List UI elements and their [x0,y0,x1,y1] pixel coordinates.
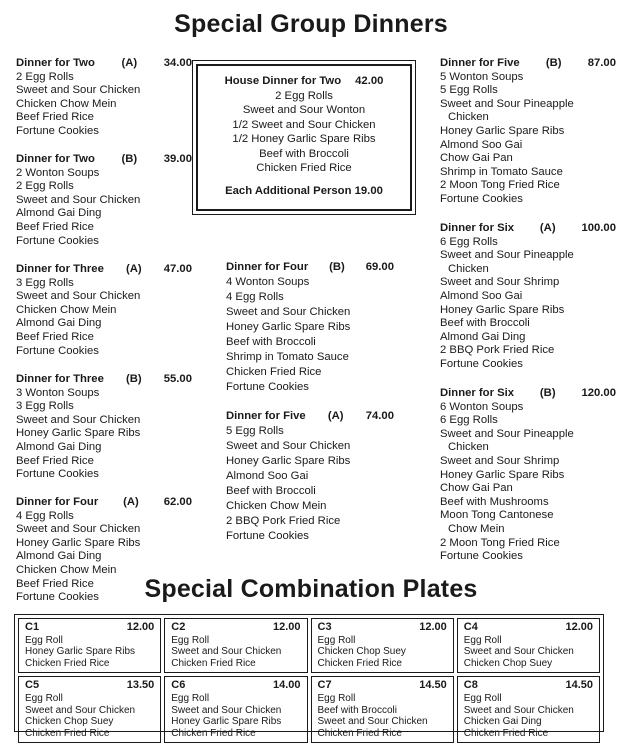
combo-item: Sweet and Sour Chicken [463,646,574,658]
dinner-item: Almond Gai Ding [16,207,102,220]
dinner-item: Sweet and Sour Pineapple [440,249,574,262]
dinner-item: Beef with Mushrooms [440,495,549,508]
dinner-price: 74.00 [365,410,394,422]
dinner-item: Chicken [448,441,489,454]
house-dinner-box [196,64,412,211]
combo-item: Chicken Fried Rice [171,727,256,739]
dinner-item: Honey Garlic Spare Ribs [440,124,565,137]
dinner-variant: (A) [125,263,142,275]
dinner-name: Dinner for Three [16,263,104,275]
dinner-item: Fortune Cookies [226,530,309,542]
dinner-item: Chicken Fried Rice [226,366,322,378]
combo-price: 12.00 [565,621,593,633]
dinner-variant: (B) [121,153,138,165]
dinner-name: Dinner for Six [440,222,515,234]
combo-price: 12.00 [126,621,155,633]
dinner-item: Almond Soo Gai [440,138,523,151]
dinner-header [16,57,192,71]
dinner-package [440,222,616,372]
combo-item: Beef with Broccoli [317,704,397,716]
dinner-item: 2 Moon Tong Fried Rice [440,179,560,192]
combo-item: Chicken Fried Rice [171,657,256,669]
dinner-item: Honey Garlic Spare Ribs [226,321,351,333]
combo-code: C4 [463,621,478,633]
dinner-item: Chicken Chow Mein [226,500,327,512]
dinner-item: Fortune Cookies [16,234,99,247]
dinner-name: Dinner for Two [16,153,95,165]
dinner-item: Sweet and Sour Shrimp [440,276,560,289]
dinner-item: Almond Soo Gai [440,289,523,302]
dinner-item: 4 Egg Rolls [16,509,74,522]
combo-plate [18,618,161,673]
combo-item: Egg Roll [171,634,210,646]
dinner-name: Dinner for Three [16,373,104,385]
dinner-name: Dinner for Five [226,410,306,422]
dinner-header [440,57,616,71]
dinner-item: 4 Wonton Soups [226,276,310,288]
dinner-item: 6 Egg Rolls [440,235,498,248]
combo-price: 12.00 [272,621,301,633]
combo-code: C2 [171,621,186,633]
dinner-variant: (B) [539,387,556,399]
dinner-header [16,373,192,387]
dinner-item: Beef Fried Rice [16,111,94,124]
combo-code: C5 [25,679,40,692]
dinner-item: Fortune Cookies [16,468,99,481]
combo-item: Chicken Fried Rice [463,727,549,739]
combo-plate [311,676,454,743]
dinner-item: Sweet and Sour Chicken [16,290,141,303]
dinner-header [440,222,616,236]
dinner-item: Sweet and Sour Pineapple [440,427,574,440]
dinner-header [16,153,192,167]
combo-code: C6 [171,679,186,692]
dinner-item: Beef Fried Rice [16,330,94,343]
combo-item: Egg Roll [25,692,63,704]
combo-plate [311,618,454,673]
dinner-price: 47.00 [163,263,192,275]
combo-price: 13.50 [126,679,155,692]
combo-price: 12.00 [419,621,447,633]
dinner-header [226,409,394,424]
dinner-item: Beef Fried Rice [16,454,94,467]
house-dinner-header [198,74,410,89]
dinner-package [16,373,192,482]
dinner-header [226,260,394,275]
dinner-item: Moon Tong Cantonese [440,509,554,522]
dinner-variant: (A) [123,496,139,508]
dinner-item: Chow Gai Pan [440,482,513,495]
dinner-item: Honey Garlic Spare Ribs [440,468,565,481]
dinner-item: Honey Garlic Spare Ribs [16,536,141,549]
combo-item: Egg Roll [25,634,63,646]
dinner-package [16,496,192,605]
dinner-header [16,496,192,510]
dinner-item: Chicken Chow Mein [16,97,117,110]
dinner-item: Beef Fried Rice [16,220,94,233]
combo-item: Chicken Fried Rice [25,727,110,739]
dinner-variant: (A) [327,410,344,422]
dinner-variant: (B) [545,57,562,69]
dinner-item: Fortune Cookies [440,192,523,205]
dinner-name: Dinner for Six [440,387,515,399]
house-dinner-name: House Dinner for Two [224,75,342,87]
dinner-variant: (A) [121,57,138,69]
dinner-item: Almond Gai Ding [440,330,526,343]
combo-item: Sweet and Sour Chicken [463,704,574,716]
dinner-price: 87.00 [587,57,616,69]
house-dinner-item: 1/2 Sweet and Sour Chicken [232,118,376,131]
dinner-item: 3 Wonton Soups [16,386,100,399]
combo-item: Egg Roll [171,692,210,704]
dinner-item: Sweet and Sour Chicken [16,84,141,97]
dinner-name: Dinner for Four [226,261,309,273]
dinner-item: Shrimp in Tomato Sauce [440,165,563,178]
combo-item: Chicken Fried Rice [317,727,402,739]
combo-item: Honey Garlic Spare Ribs [25,646,136,658]
combo-item: Egg Roll [463,634,502,646]
dinner-item: 2 Moon Tong Fried Rice [440,536,560,549]
combo-item: Chicken Fried Rice [317,657,402,669]
house-dinner-item: Chicken Fried Rice [256,162,352,174]
combo-grid [14,614,604,739]
dinner-item: 5 Egg Rolls [226,425,284,437]
combo-plate [18,676,161,743]
dinner-item: Chicken [448,111,489,124]
page-title: Special Group Dinners [174,10,448,38]
dinner-package [226,409,394,544]
dinner-item: Fortune Cookies [16,124,99,137]
dinner-item: 6 Wonton Soups [440,400,524,413]
dinner-item: 6 Egg Rolls [440,414,498,427]
combo-item: Sweet and Sour Chicken [171,646,282,658]
dinner-item: Almond Gai Ding [16,440,102,453]
dinner-price: 120.00 [581,387,616,399]
house-dinner-item: 2 Egg Rolls [275,89,333,102]
combo-item: Sweet and Sour Chicken [317,716,428,728]
dinner-price: 62.00 [163,496,192,508]
dinner-item: 3 Egg Rolls [16,276,74,289]
dinner-package [440,57,616,207]
combo-price: 14.00 [272,679,301,692]
combo-header [318,622,447,634]
combo-item: Chicken Gai Ding [463,716,542,728]
combo-header [464,622,593,634]
combo-header [171,680,300,692]
combo-item: Chicken Chop Suey [25,716,114,728]
dinner-item: Chicken [448,262,489,275]
combo-header [25,680,154,692]
combo-section-title: Special Combination Plates [144,575,478,603]
combo-item: Egg Roll [317,692,356,704]
combo-plate [457,618,600,673]
dinner-item: 5 Wonton Soups [440,70,524,83]
dinner-item: Chicken Chow Mein [16,563,117,576]
combo-header [25,622,154,634]
dinner-item: Chow Mein [448,522,505,535]
dinner-item: Almond Gai Ding [16,317,102,330]
dinner-item: 4 Egg Rolls [226,291,284,303]
dinner-item: Honey Garlic Spare Ribs [226,455,351,467]
combo-price: 14.50 [419,679,447,692]
dinner-item: Chicken Chow Mein [16,303,117,316]
dinner-item: Fortune Cookies [440,550,523,563]
dinner-item: Sweet and Sour Chicken [16,413,141,426]
dinner-price: 100.00 [581,222,616,234]
combo-item: Egg Roll [317,634,356,646]
dinner-variant: (B) [125,373,142,385]
combo-item: Sweet and Sour Chicken [25,704,136,716]
dinner-item: Beef with Broccoli [226,336,316,348]
additional-person-price: Each Additional Person 19.00 [225,184,383,197]
house-dinner-price: 42.00 [355,75,384,87]
dinner-item: Fortune Cookies [16,344,99,357]
combo-code: C7 [317,679,332,692]
dinner-header [16,263,192,277]
dinner-item: Sweet and Sour Chicken [16,523,141,536]
combo-code: C3 [317,621,332,633]
combo-item: Chicken Chop Suey [317,646,406,658]
dinner-price: 34.00 [163,57,192,69]
combo-price: 14.50 [565,679,593,692]
combo-item: Egg Roll [463,692,502,704]
dinner-item: Beef with Broccoli [440,317,530,330]
dinner-name: Dinner for Two [16,57,95,69]
dinner-item: 3 Egg Rolls [16,400,74,413]
dinner-item: 2 Wonton Soups [16,166,100,179]
dinner-item: 2 Egg Rolls [16,180,74,193]
dinner-price: 55.00 [163,373,192,385]
combo-item: Sweet and Sour Chicken [171,704,282,716]
dinner-item: Sweet and Sour Chicken [16,193,141,206]
dinner-item: Almond Gai Ding [16,550,102,563]
combo-code: C8 [463,679,478,692]
dinner-name: Dinner for Four [16,496,99,508]
house-dinner-item: Beef with Broccoli [259,147,349,160]
dinner-item: 2 BBQ Pork Fried Rice [226,515,341,527]
combo-header [464,680,593,692]
dinner-variant: (B) [329,261,345,273]
combo-plate [457,676,600,743]
dinner-header [440,387,616,401]
dinner-item: Fortune Cookies [440,357,523,370]
dinner-item: 2 BBQ Pork Fried Rice [440,344,555,357]
dinner-item: Fortune Cookies [226,381,309,393]
dinner-item: Almond Soo Gai [226,470,309,482]
dinner-package [440,387,616,564]
dinner-price: 39.00 [163,153,192,165]
dinner-item: Shrimp in Tomato Sauce [226,351,349,363]
dinner-item: Honey Garlic Spare Ribs [440,303,565,316]
combo-plate [164,618,307,673]
dinner-package [16,263,192,358]
dinner-variant: (A) [539,222,556,234]
combo-plate [164,676,307,743]
house-dinner-item: 1/2 Honey Garlic Spare Ribs [232,133,376,145]
dinner-item: 2 Egg Rolls [16,70,74,83]
dinner-item: Sweet and Sour Chicken [226,306,351,318]
dinner-item: Sweet and Sour Shrimp [440,454,560,467]
dinner-item: Sweet and Sour Pineapple [440,97,574,110]
dinner-package [16,153,192,248]
combo-code: C1 [25,621,40,633]
dinner-item: 5 Egg Rolls [440,84,498,97]
combo-header [318,680,447,692]
dinner-item: Beef with Broccoli [226,485,316,497]
dinner-item: Honey Garlic Spare Ribs [16,427,141,440]
dinner-item: Fortune Cookies [16,591,99,604]
dinner-item: Chow Gai Pan [440,152,513,165]
dinner-name: Dinner for Five [440,57,520,69]
house-dinner-item: Sweet and Sour Wonton [242,104,366,116]
dinner-item: Sweet and Sour Chicken [226,440,351,452]
dinner-item: Beef Fried Rice [16,577,94,590]
dinner-package [16,57,192,139]
combo-item: Chicken Chop Suey [463,657,553,669]
combo-item: Chicken Fried Rice [25,657,110,669]
combo-header [171,622,300,634]
combo-item: Honey Garlic Spare Ribs [171,716,282,728]
dinner-package [226,260,394,395]
dinner-price: 69.00 [365,261,394,273]
